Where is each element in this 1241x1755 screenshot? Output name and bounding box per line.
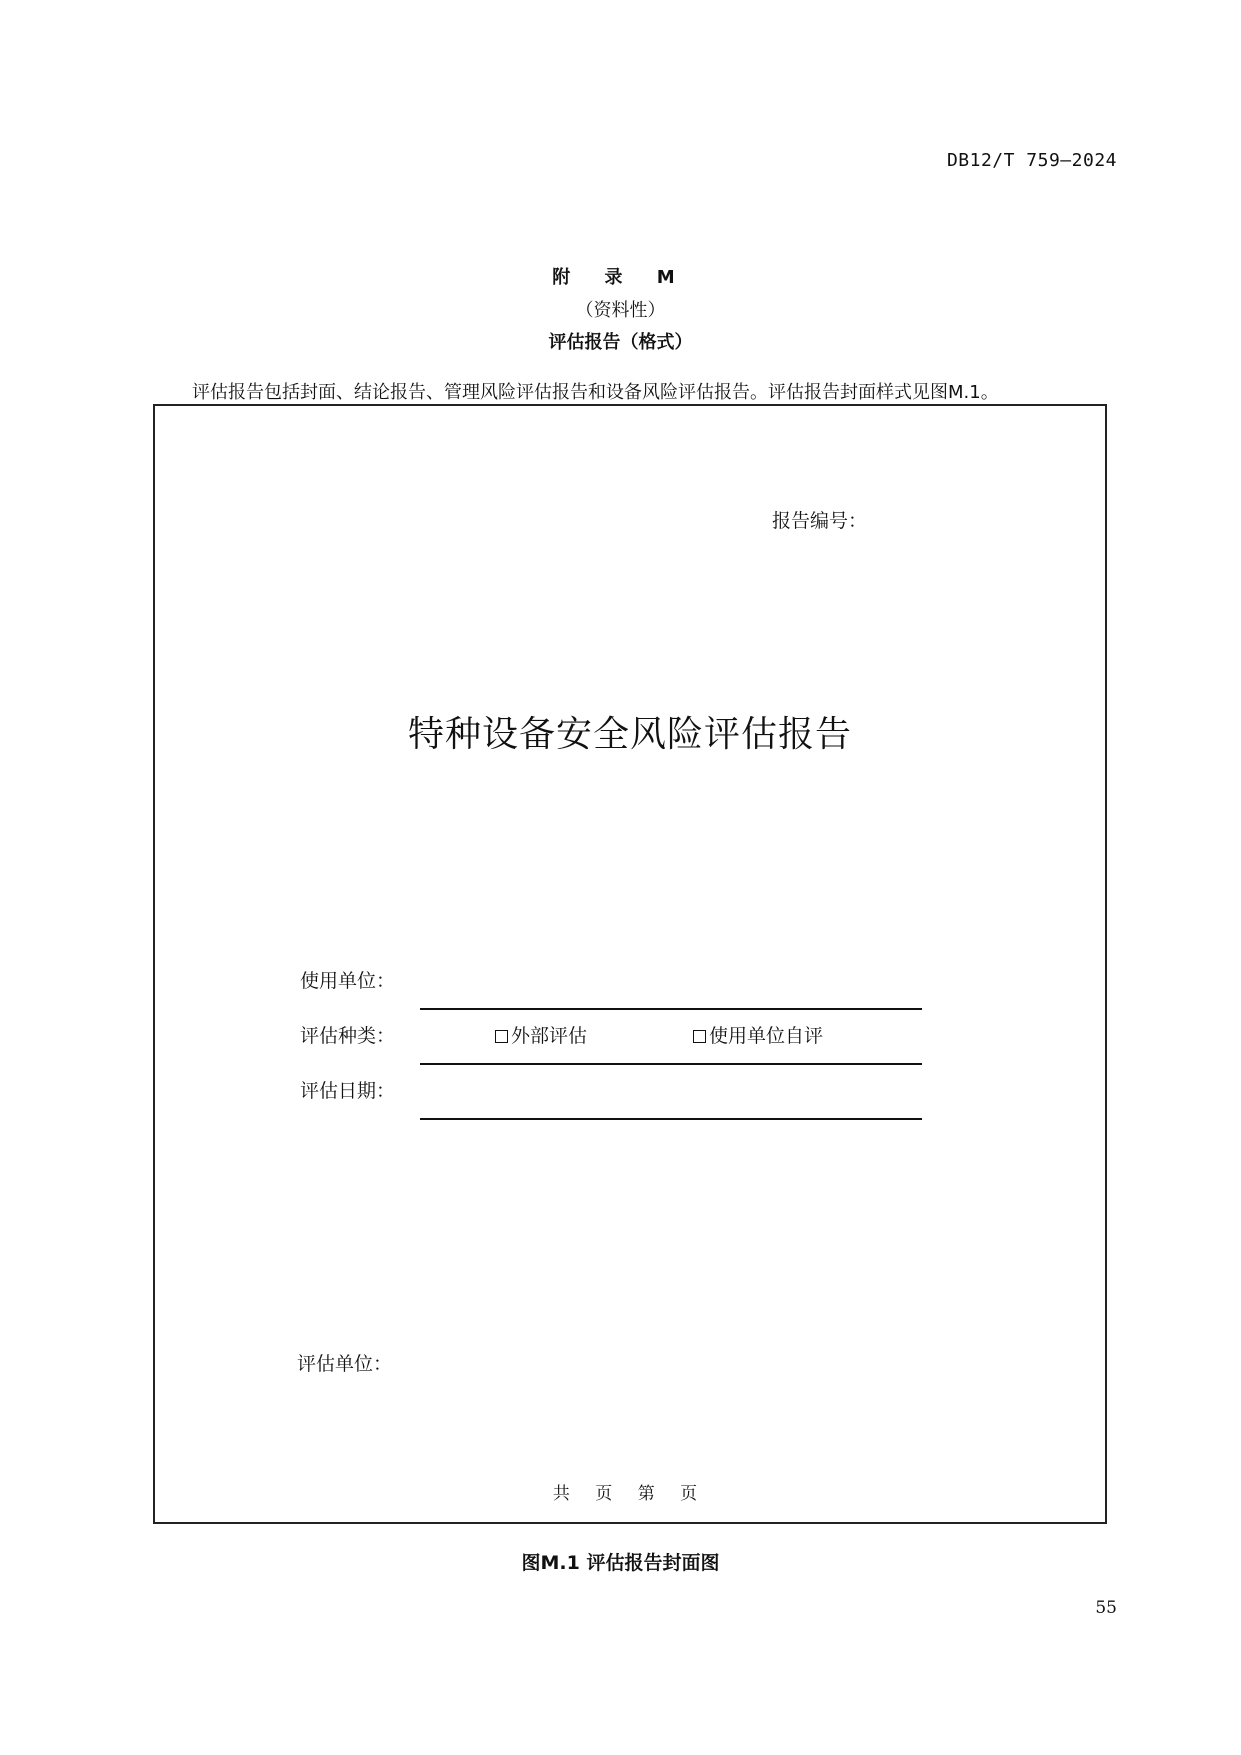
checkbox-icon[interactable] [495,1030,508,1043]
user-unit-line [420,1008,922,1010]
option-external-label: 外部评估 [511,1025,588,1047]
option-self-label: 使用单位自评 [709,1025,824,1047]
intro-paragraph: 评估报告包括封面、结论报告、管理风险评估报告和设备风险评估报告。评估报告封面样式见图M.1。 [192,382,999,403]
appendix-title: 附 录 M [552,267,689,288]
assessment-type-line [420,1063,922,1065]
figure-caption: 图M.1 评估报告封面图 [521,1552,720,1574]
option-external[interactable] [495,1021,587,1048]
user-unit-label: 使用单位： [300,970,396,992]
page-number: 55 [1095,1598,1117,1618]
assessment-type-label: 评估种类： [300,1025,396,1047]
assessment-date-label: 评估日期： [300,1080,396,1102]
assessor-unit-label: 评估单位： [297,1353,393,1375]
standard-code: DB12/T 759—2024 [946,150,1117,171]
appendix-name: 评估报告（格式） [548,332,693,353]
appendix-type: （资料性） [575,300,666,321]
report-number-label: 报告编号： [772,510,868,532]
assessment-date-line [420,1118,922,1120]
cover-title: 特种设备安全风险评估报告 [407,714,852,755]
page-count-text: 共 页 第 页 [552,1484,708,1504]
cover-frame [153,404,1107,1524]
checkbox-icon[interactable] [693,1030,706,1043]
option-self-assessment[interactable] [693,1021,823,1048]
